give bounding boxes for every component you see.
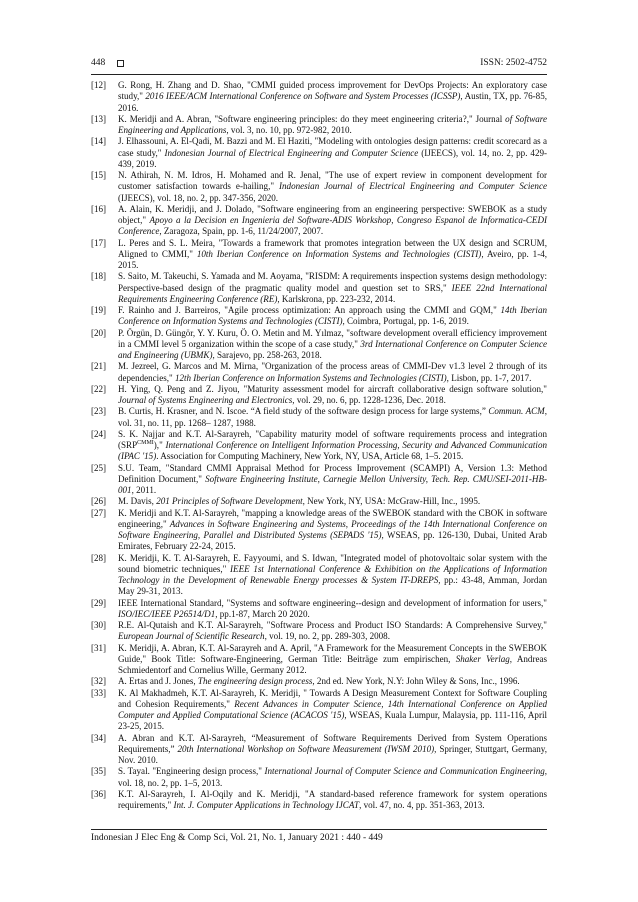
reference-venue: 2016 IEEE/ACM International Conference on Software and System Processes (ICSSP) bbox=[145, 91, 461, 102]
reference-segment: , Andreas Schmiedentorf and Cornelius Wille, Germany 2012. bbox=[118, 653, 548, 675]
reference-text bbox=[118, 361, 547, 384]
reference-item bbox=[91, 676, 547, 687]
header-box-icon bbox=[117, 60, 124, 67]
reference-number: [29] bbox=[91, 597, 107, 608]
reference-segment: (IJEECS), vol. 18, no. 2, pp. 347-356, 2020. bbox=[118, 192, 279, 203]
header-divider bbox=[91, 74, 547, 75]
reference-segment: , vol. 19, no. 2, pp. 289-303, 2008. bbox=[264, 631, 390, 642]
reference-venue: Int. J. Computer Applications in Technology IJCAT bbox=[173, 800, 360, 810]
reference-venue: Indonesian Journal of Electrical Engineering and Computer Science bbox=[279, 181, 547, 192]
reference-segment: A. Abran and K.T. Al-Sarayreh, “Measurement of Software Requirements Derived from System Operations Requirements,” bbox=[118, 732, 547, 754]
reference-segment: )," bbox=[153, 440, 166, 450]
reference-text bbox=[118, 688, 547, 733]
reference-segment: M. Davis, bbox=[118, 496, 157, 507]
reference-text bbox=[118, 136, 547, 170]
reference-number: [30] bbox=[91, 620, 107, 630]
reference-item bbox=[91, 429, 547, 463]
reference-item bbox=[91, 406, 547, 429]
reference-item bbox=[91, 114, 547, 137]
reference-number: [19] bbox=[91, 305, 107, 315]
reference-item bbox=[91, 688, 547, 733]
reference-text bbox=[118, 170, 547, 204]
reference-segment: , vol. 47, no. 4, pp. 351-363, 2013. bbox=[359, 800, 485, 810]
reference-item bbox=[91, 496, 547, 507]
reference-item bbox=[91, 271, 547, 305]
page-footer: Indonesian J Elec Eng & Comp Sci, Vol. 21, No. 1, January 2021 : 440 - 449 bbox=[91, 833, 383, 843]
reference-number: [24] bbox=[91, 428, 107, 439]
reference-text bbox=[118, 643, 547, 677]
reference-list bbox=[91, 80, 547, 811]
reference-segment: , pp.1-87, March 20 2020. bbox=[215, 608, 310, 619]
reference-number: [25] bbox=[91, 462, 107, 473]
reference-text bbox=[118, 429, 547, 463]
reference-segment: K. Meridji, K. T. Al-Sarayreh, E. Fayyoumi, and S. Idwan, "Integrated model of photovoltaic solar system with the sound biometric techniques," bbox=[118, 552, 547, 574]
reference-segment: , vol. 3, no. 10, pp. 972-982, 2010. bbox=[226, 125, 352, 135]
reference-item bbox=[91, 620, 547, 643]
reference-item bbox=[91, 170, 547, 204]
reference-item bbox=[91, 643, 547, 677]
reference-item bbox=[91, 463, 547, 497]
reference-text bbox=[118, 789, 547, 812]
reference-segment: , Zaragoza, Spain, pp. 1-6, 11/24/2007, 2007. bbox=[159, 226, 324, 237]
reference-segment: A. Ertas and J. Jones, bbox=[118, 676, 198, 687]
reference-venue: IEEE 1st International Conference & Exhibition on the Applications of Information Technology in the Development of Renewable Energy processes & System IT-DREPS bbox=[118, 563, 547, 585]
reference-number: [34] bbox=[91, 732, 107, 743]
reference-segment: , pp.: 43-48, Amman, Jordan May 29-31, 2013. bbox=[118, 575, 547, 597]
reference-segment: F. Rainho and J. Barreiros, "Agile process optimization: An approach using the CMMI and GQM," bbox=[118, 305, 501, 315]
reference-segment: , Karlskrona, pp. 223-232, 2014. bbox=[277, 293, 396, 304]
reference-text bbox=[118, 328, 547, 362]
reference-segment: (IJEECS), vol. 14, no. 2, pp. 429-439, 2019. bbox=[118, 147, 548, 169]
reference-item bbox=[91, 598, 547, 621]
reference-venue: European Journal of Scientific Research bbox=[118, 631, 265, 642]
reference-segment: S. Tayal. "Engineering design process," bbox=[118, 766, 265, 777]
page-header bbox=[91, 58, 547, 72]
reference-number: [14] bbox=[91, 136, 107, 147]
reference-item bbox=[91, 733, 547, 767]
reference-text bbox=[118, 384, 547, 407]
reference-number: [23] bbox=[91, 406, 107, 417]
reference-number: [33] bbox=[91, 687, 107, 698]
reference-segment: , Coimbra, Portugal, pp. 1-6, 2019. bbox=[342, 316, 469, 327]
reference-number: [15] bbox=[91, 170, 107, 180]
reference-text bbox=[118, 676, 547, 687]
reference-segment: R.E. Al-Qutaish and K.T. Al-Sarayreh, "Software Process and Product ISO Standards: A Comprehensive Survey," bbox=[118, 620, 547, 630]
reference-number: [36] bbox=[91, 788, 107, 799]
reference-venue: IEEE 22nd International Requirements Engineering Conference (RE) bbox=[118, 282, 547, 304]
reference-venue: Advances in Software Engineering and Systems, Proceedings of the 14th International Conference on Software Engineering, Parallel and Distributed Systems (SEPADS '15) bbox=[118, 518, 547, 540]
reference-venue: Apoyo a la Decision en Ingenieria del Software-ADIS Workshop, Congreso Espanol de Informatica-CEDI Conference bbox=[118, 215, 547, 237]
reference-segment: , Sarajevo, pp. 258-263, 2018. bbox=[212, 350, 322, 360]
reference-item bbox=[91, 136, 547, 170]
reference-number: [16] bbox=[91, 203, 107, 214]
reference-text bbox=[118, 406, 547, 429]
reference-segment: , Austin, TX, pp. 76-85, 2016. bbox=[118, 91, 547, 113]
reference-number: [18] bbox=[91, 271, 107, 282]
reference-venue: 12th Iberian Conference on Information Systems and Technologies (CISTI) bbox=[174, 372, 447, 383]
reference-venue: 10th Iberian Conference on Information Systems and Technologies (CISTI) bbox=[196, 248, 482, 259]
reference-number: [31] bbox=[91, 642, 107, 653]
reference-segment: S. Saito, M. Takeuchi, S. Yamada and M. Aoyama, "RISDM: A requirements inspection systems design methodology: Perspective-based design of the pragmatic quality model and question set to SRS," bbox=[118, 271, 547, 293]
reference-number: [35] bbox=[91, 766, 107, 777]
reference-number: [32] bbox=[91, 676, 107, 687]
page-number: 448 bbox=[91, 58, 106, 68]
reference-segment: , vol. 29, no. 6, pp. 1228-1236, Dec. 2018. bbox=[292, 395, 446, 405]
reference-item bbox=[91, 508, 547, 553]
reference-segment: , Lisbon, pp. 1-7, 2017. bbox=[446, 372, 532, 383]
reference-number: [12] bbox=[91, 80, 107, 90]
reference-text bbox=[118, 508, 547, 553]
reference-segment: S.U. Team, "Standard CMMI Appraisal Method for Process Improvement (SCAMPI) A, Version 1.3: Method Definition Document," bbox=[118, 462, 547, 484]
reference-venue: ISO/IEC/IEEE P26514/D1 bbox=[118, 608, 216, 619]
reference-text bbox=[118, 463, 547, 497]
reference-segment: A. Alain, K. Meridji, and J. Dolado, "Software engineering from an engineering perspective: SWEBOK as a study object," bbox=[118, 203, 547, 225]
reference-text bbox=[118, 114, 547, 137]
reference-item bbox=[91, 361, 547, 384]
reference-text bbox=[118, 598, 547, 621]
reference-segment: K. Al Makhadmeh, K.T. Al-Sarayreh, K. Meridji, " Towards A Design Measurement Context for Software Coupling and Cohesion Requirements," bbox=[118, 687, 547, 709]
reference-superscript: CMMI bbox=[137, 439, 154, 446]
reference-segment: K. Meridji and A. Abran, "Software engineering principles: do they meet engineering criteria?," Journal bbox=[118, 113, 506, 124]
reference-item bbox=[91, 204, 547, 238]
reference-number: [21] bbox=[91, 361, 107, 372]
reference-text bbox=[118, 204, 547, 238]
reference-segment: K. Meridji, A. Abran, K.T. Al-Sarayreh and A. April, "A Framework for the Measurement Concepts in the SWEBOK Guide," Book Title: Software-Engineering, German Title: Beiträge zum empirischen, bbox=[118, 642, 547, 664]
reference-segment: IEEE International Standard, "Systems and software engineering--design and development of information for users," bbox=[118, 597, 547, 608]
reference-venue: International Conference on Intelligent Information Processing, Security and Advanced Communication (IPAC '15) bbox=[118, 440, 547, 462]
reference-segment: , vol. 31, no. 11, pp. 1268– 1287, 1988. bbox=[118, 406, 547, 428]
reference-segment: L. Peres and S. L. Meira, "Towards a framework that promotes integration between the UX design and SCRUM, Aligned to CMMI," bbox=[118, 237, 547, 259]
footer-divider bbox=[91, 829, 547, 830]
reference-item bbox=[91, 553, 547, 598]
reference-segment: . Association for Computing Machinery, New York, NY, USA, Article 68, 1–5. 2015. bbox=[156, 451, 464, 462]
reference-venue: International Journal of Computer Science and Communication Engineering bbox=[264, 766, 545, 777]
reference-segment: , 2nd ed. New York, N.Y: John Wiley & Sons, Inc., 1996. bbox=[312, 676, 520, 687]
reference-segment: K. Meridji and K.T. Al-Sarayreh, "mapping a knowledge areas of the SWEBOK standard with the CBOK in software engineering," bbox=[118, 507, 547, 529]
reference-item bbox=[91, 384, 547, 407]
reference-text bbox=[118, 620, 547, 643]
reference-number: [22] bbox=[91, 383, 107, 394]
reference-text bbox=[118, 238, 547, 272]
reference-segment: K.T. Al-Sarayreh, I. Al-Oqily and K. Meridji, "A standard-based reference framework for system operations requirements," bbox=[118, 788, 547, 810]
reference-venue: Recent Advances in Computer Science, 14th International Conference on Applied Computer and Applied Computational Science (ACACOS '15) bbox=[118, 698, 547, 720]
reference-venue: 20th International Workshop on Software Measurement (IWSM 2010), bbox=[177, 743, 437, 754]
reference-venue: 14th Iberian Conference on Information Systems and Technologies (CISTI) bbox=[118, 305, 547, 327]
reference-venue: Software Engineering Institute, Carnegie Mellon University, Tech. Rep. CMU/SEI-2011-HB-001 bbox=[118, 473, 547, 495]
reference-text bbox=[118, 553, 547, 598]
reference-item bbox=[91, 80, 547, 114]
reference-segment: N. Athirah, N. M. Idros, H. Mohamed and R. Jenal, "The use of expert review in component development for customer satisfaction towards e-hailing," bbox=[118, 170, 547, 192]
reference-segment: S. K. Najjar and K.T. Al-Sarayreh, "Capability maturity model of software requirements process and integration (SRP bbox=[118, 428, 547, 450]
reference-number: [27] bbox=[91, 507, 107, 518]
reference-text bbox=[118, 80, 547, 114]
reference-text bbox=[118, 733, 547, 767]
reference-segment: , vol. 18, no. 2, pp. 1–5, 2013. bbox=[118, 766, 548, 788]
reference-segment: , WSEAS, Kuala Lumpur, Malaysia, pp. 111-116, April 23-25, 2015. bbox=[118, 710, 547, 732]
reference-segment: H. Ying, Q. Peng and Z. Jiyou, "Maturity assessment model for aircraft collaborative design software solution," bbox=[118, 383, 547, 394]
reference-item bbox=[91, 305, 547, 328]
reference-number: [17] bbox=[91, 237, 107, 248]
reference-item bbox=[91, 789, 547, 812]
reference-venue: 3rd International Conference on Computer Science and Engineering (UBMK) bbox=[118, 338, 547, 360]
reference-venue: Journal of Systems Engineering and Electronics bbox=[118, 395, 293, 405]
reference-segment: , WSEAS, pp. 126-130, Dubai, United Arab Emirates, February 22-24, 2015. bbox=[118, 530, 547, 552]
reference-text bbox=[118, 766, 547, 789]
reference-number: [28] bbox=[91, 552, 107, 563]
reference-number: [13] bbox=[91, 113, 107, 124]
reference-venue: Indonesian Journal of Electrical Engineering and Computer Science bbox=[164, 147, 419, 158]
reference-item bbox=[91, 766, 547, 789]
reference-segment: P. Örgün, D. Güngör, Y. Y. Kuru, Ö. O. Metin and M. Yılmaz, "software development overall efficiency improvement in a CMMI level 5 organization within the scope of a case study," bbox=[118, 327, 547, 349]
reference-venue: Commun. ACM bbox=[488, 406, 545, 417]
reference-segment: B. Curtis, H. Krasner, and N. Iscoe. “A field study of the software design process for large systems,” bbox=[118, 406, 489, 417]
reference-number: [20] bbox=[91, 327, 107, 338]
issn-label: ISSN: 2502-4752 bbox=[480, 58, 547, 68]
reference-segment: J. Elhassouni, A. El-Qadi, M. Bazzi and M. El Haziti, "Modeling with ontologies design patterns: credit scorecard as a case study," bbox=[118, 136, 547, 158]
reference-text bbox=[118, 496, 547, 507]
reference-venue: 201 Principles of Software Development bbox=[156, 496, 303, 507]
reference-text bbox=[118, 271, 547, 305]
reference-segment: G. Rong, H. Zhang and D. Shao, "CMMI guided process improvement for DevOps Projects: An exploratory case study," bbox=[118, 80, 547, 102]
reference-segment: Springer, Stuttgart, Germany, Nov. 2010. bbox=[118, 743, 547, 765]
reference-segment: M. Jezreel, G. Marcos and M. Mirna, "Organization of the process areas of CMMI-Dev v1.3 level 2 through of its dependencies," bbox=[118, 361, 547, 383]
reference-venue: of Software Engineering and Applications bbox=[118, 113, 547, 135]
reference-segment: , New York, NY, USA: McGraw-Hill, Inc., 1995. bbox=[302, 496, 481, 507]
reference-item bbox=[91, 238, 547, 272]
reference-segment: , Aveiro, pp. 1-4, 2015. bbox=[118, 248, 548, 270]
reference-number: [26] bbox=[91, 496, 107, 507]
reference-item bbox=[91, 328, 547, 362]
reference-segment: , 2011. bbox=[131, 485, 157, 495]
reference-venue: Shaker Verlag bbox=[455, 653, 510, 664]
reference-text bbox=[118, 305, 547, 328]
reference-venue: The engineering design process bbox=[197, 676, 313, 687]
